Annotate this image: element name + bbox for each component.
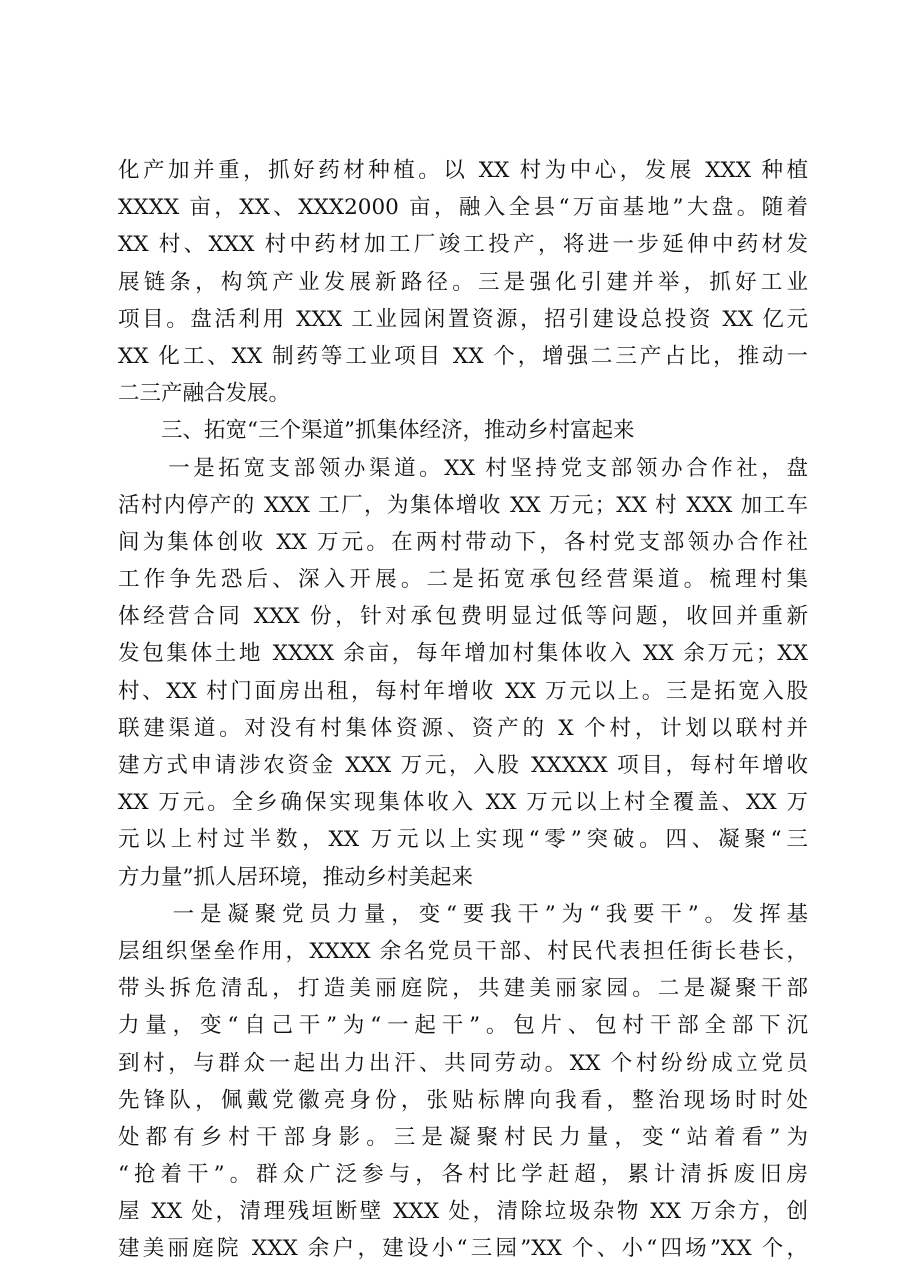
text-line: 建方式申请涉农资金 XXX 万元，入股 XXXXX 项目，每村年增收 [118,753,808,778]
text-line: 展链条，构筑产业发展新路径。三是强化引建并举，抓好工业 [118,269,808,295]
text-line: 到村，与群众一起出力出汗、共同劳动。XX 个村纷纷成立党员 [118,1050,808,1076]
text-line: 元以上村过半数，XX 万元以上实现“零”突破。四、凝聚“三 [118,827,808,853]
text-line: 一是凝聚党员力量，变“要我干”为“我要干”。发挥基 [118,901,808,927]
text-line: 工作争先恐后、深入开展。二是拓宽承包经营渠道。梳理村集 [118,567,808,593]
text-line: 项目。盘活利用 XXX 工业园闲置资源，招引建设总投资 XX 亿元 [118,306,808,332]
text-line: 力量，变“自己干”为“一起干”。包片、包村干部全部下沉 [118,1013,808,1039]
section-heading: 三、拓宽“三个渠道”抓集体经济，推动乡村富起来 [118,418,635,444]
text-line: 二三产融合发展。 [118,381,291,407]
body-text [118,152,808,1268]
text-line: 一是拓宽支部领办渠道。XX 村坚持党支部领办合作社，盘 [118,455,808,481]
text-line: XX 万元。全乡确保实现集体收入 XX 万元以上村全覆盖、XX 万 [118,790,808,816]
text-line: 发包集体土地 XXXX 余亩，每年增加村集体收入 XX 余万元；XX [118,641,808,667]
text-line: 层组织堡垒作用，XXXX 余名党员干部、村民代表担任街长巷长， [118,938,808,964]
text-line: 先锋队，佩戴党徽亮身份，张贴标牌向我看，整治现场时时处 [118,1087,808,1113]
text-line: 化产加并重，抓好药材种植。以 XX 村为中心，发展 XXX 种植 [118,158,808,183]
text-line: 屋 XX 处，清理残垣断壁 XXX 处，清除垃圾杂物 XX 万余方，创 [118,1199,808,1225]
text-line: 建美丽庭院 XXX 余户，建设小“三园”XX 个、小“四场”XX 个， [118,1236,808,1262]
text-line: 体经营合同 XXX 份，针对承包费明显过低等问题，收回并重新 [118,604,808,630]
text-line: 村、XX 村门面房出租，每村年增收 XX 万元以上。三是拓宽入股 [118,678,808,704]
text-line: 活村内停产的 XXX 工厂，为集体增收 XX 万元；XX 村 XXX 加工车 [118,492,808,518]
text-line: 处都有乡村干部身影。三是凝聚村民力量，变“站着看”为 [118,1124,808,1150]
text-line: XX 化工、XX 制药等工业项目 XX 个，增强二三产占比，推动一 [118,343,808,369]
text-line: XX 村、XXX 村中药材加工厂竣工投产，将进一步延伸中药材发 [118,232,808,258]
text-line: 带头拆危清乱，打造美丽庭院，共建美丽家园。二是凝聚干部 [118,976,808,1002]
text-line: “抢着干”。群众广泛参与，各村比学赶超，累计清拆废旧房 [118,1162,808,1188]
text-line: 方力量”抓人居环境，推动乡村美起来 [118,864,473,890]
text-line: XXXX 亩，XX、XXX2000 亩，融入全县“万亩基地”大盘。随着 [118,195,808,221]
text-line: 间为集体创收 XX 万元。在两村带动下，各村党支部领办合作社 [118,529,808,555]
text-line: 联建渠道。对没有村集体资源、资产的 X 个村，计划以联村并 [118,715,808,741]
